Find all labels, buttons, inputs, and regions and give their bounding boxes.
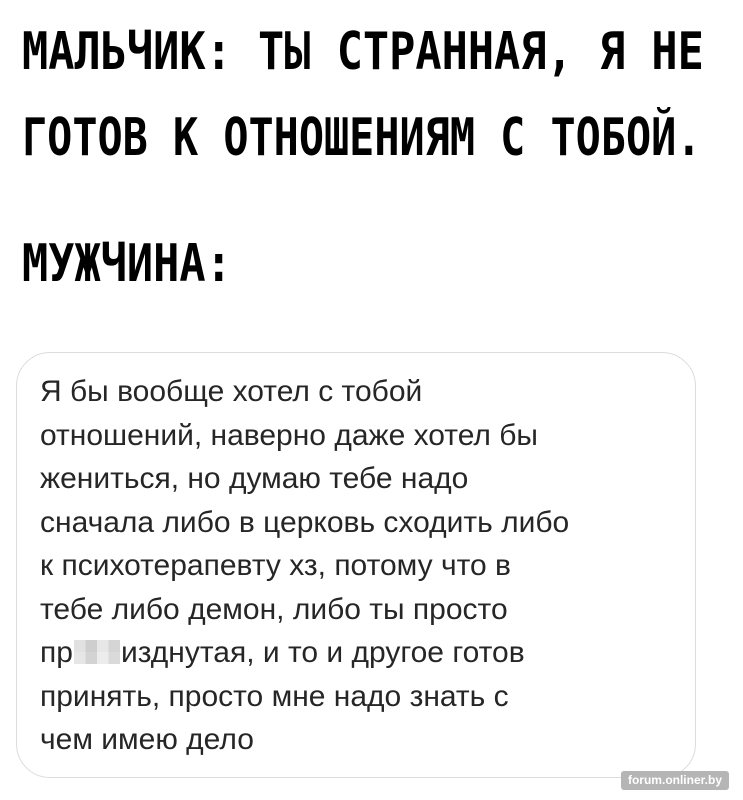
message-fragment: пр (40, 636, 73, 669)
message-line: принять, просто мне надо знать с (40, 679, 509, 713)
message-line: чем имею дело (40, 723, 254, 756)
message-line-censored (40, 631, 680, 675)
message-fragment: изднутая, и то и другое готов (120, 636, 525, 669)
message-line: жениться, но думаю тебе надо (40, 462, 469, 495)
message-line: отношений, наверно даже хотел бы (40, 418, 538, 452)
message-text (40, 370, 680, 762)
message-line: Я бы вообще хотел с тобой (40, 375, 423, 408)
censor-pixelation (74, 640, 120, 664)
meme-heading-line-3: МУЖЧИНА: (22, 234, 232, 295)
message-line: тебе либо демон, либо ты просто (40, 592, 508, 626)
meme-heading-line-1: МАЛЬЧИК: ТЫ СТРАННАЯ, Я НЕ (22, 22, 704, 83)
source-watermark: forum.onliner.by (621, 771, 729, 790)
meme-heading-line-2: ГОТОВ К ОТНОШЕНИЯМ С ТОБОЙ. (22, 108, 702, 169)
message-line: сначала либо в церковь сходить либо (40, 505, 570, 539)
message-line: к психотерапевту хз, потому что в (40, 549, 511, 582)
